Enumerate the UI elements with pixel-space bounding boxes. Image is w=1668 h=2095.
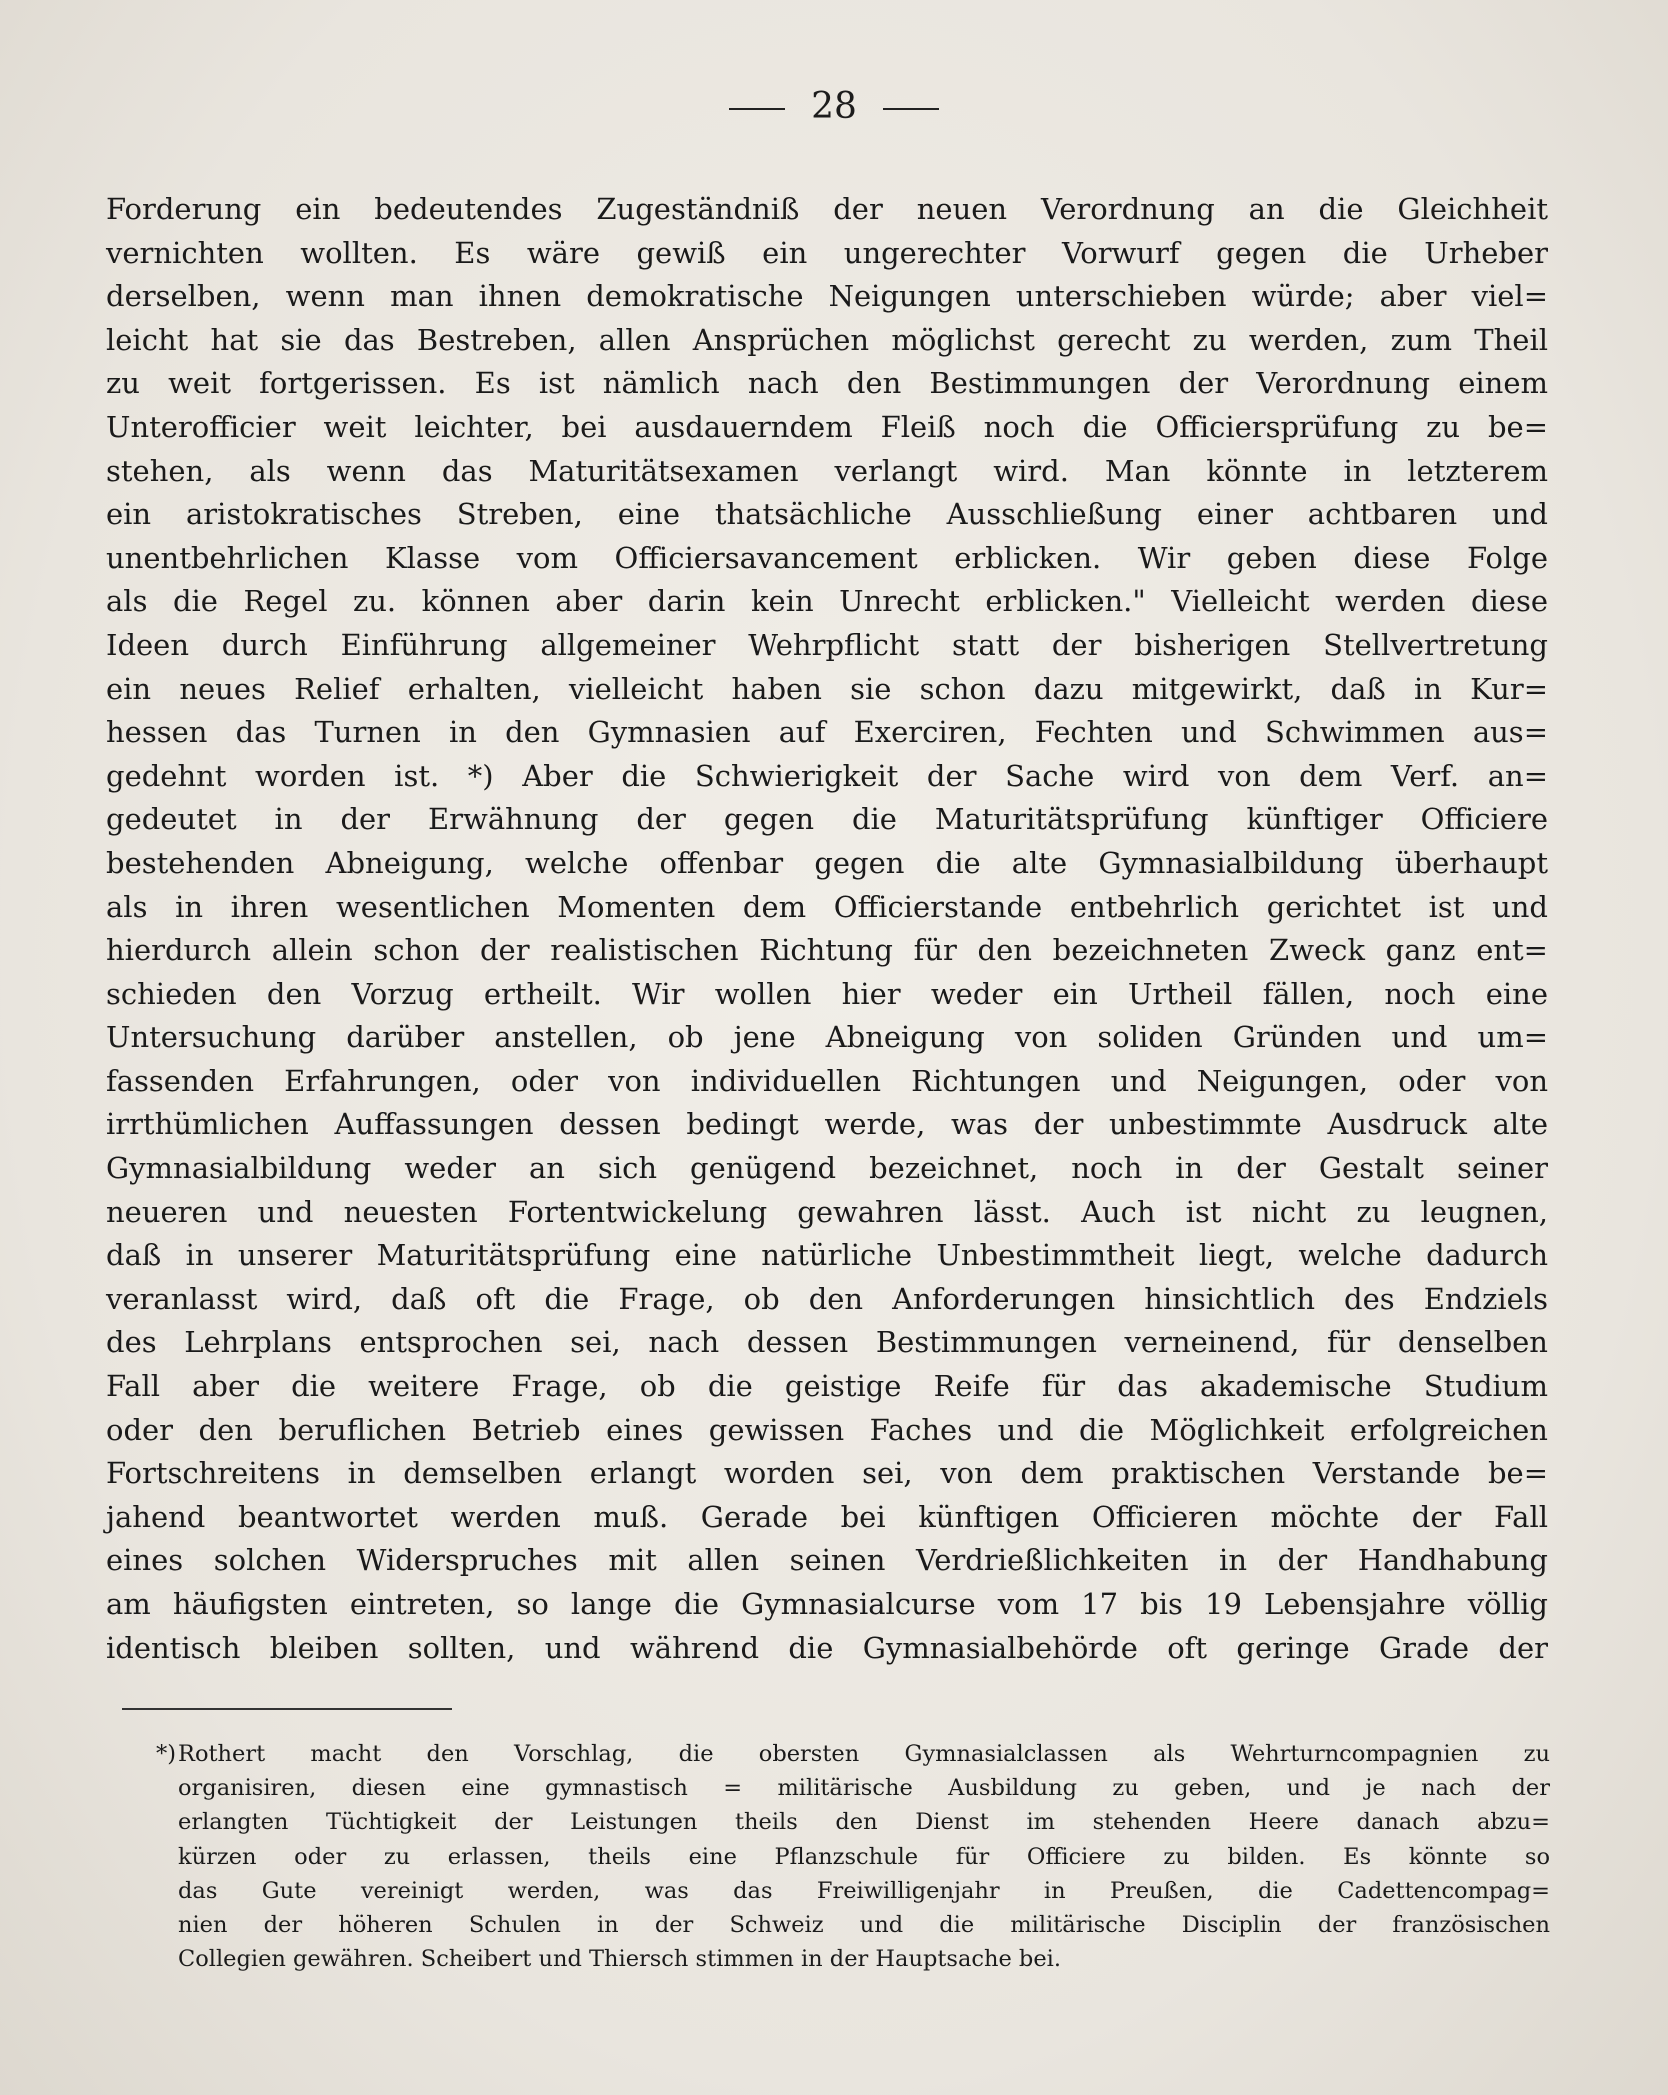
header-dash-left xyxy=(729,108,785,110)
page-header xyxy=(0,86,1668,127)
body-line: daß in unserer Maturitätsprüfung eine natürliche Unbestimmtheit liegt, welche dadurch xyxy=(106,1238,1548,1273)
body-line: neueren und neuesten Fortentwickelung gewahren lässt. Auch ist nicht zu leugnen, xyxy=(106,1194,1548,1229)
footnote-line: nien der höheren Schulen in der Schweiz und die militärische Disciplin der französischen xyxy=(178,1911,1550,1938)
body-line: jahend beantwortet werden muß. Gerade bei künftigen Officieren möchte der Fall xyxy=(106,1499,1548,1534)
body-line: bestehenden Abneigung, welche offenbar gegen die alte Gymnasialbildung überhaupt xyxy=(106,845,1548,880)
body-line: am häufigsten eintreten, so lange die Gymnasialcurse vom 17 bis 19 Lebensjahre völlig xyxy=(106,1587,1548,1621)
page-number: 28 xyxy=(811,86,857,127)
body-line: leicht hat sie das Bestreben, allen Ansprüchen möglichst gerecht zu werden, zum Theil xyxy=(106,322,1548,357)
body-line: hessen das Turnen in den Gymnasien auf Exerciren, Fechten und Schwimmen aus= xyxy=(106,715,1548,750)
body-line: Fall aber die weitere Frage, ob die geistige Reife für das akademische Studium xyxy=(106,1369,1548,1404)
body-line: oder den beruflichen Betrieb eines gewissen Faches und die Möglichkeit erfolgreichen xyxy=(106,1412,1548,1447)
body-line: als die Regel zu. können aber darin kein Unrecht erblicken." Vielleicht werden diese xyxy=(106,584,1548,619)
body-line: des Lehrplans entsprochen sei, nach dessen Bestimmungen verneinend, für denselben xyxy=(106,1325,1548,1360)
body-line: Fortschreitens in demselben erlangt worden sei, von dem praktischen Verstande be= xyxy=(106,1456,1548,1491)
body-line: als in ihren wesentlichen Momenten dem Officierstande entbehrlich gerichtet ist und xyxy=(106,889,1548,924)
body-line: derselben, wenn man ihnen demokratische Neigungen unterschieben würde; aber viel= xyxy=(106,279,1548,314)
body-line: fassenden Erfahrungen, oder von individuellen Richtungen und Neigungen, oder von xyxy=(106,1063,1548,1098)
body-line: zu weit fortgerissen. Es ist nämlich nach den Bestimmungen der Verordnung einem xyxy=(106,366,1548,401)
body-line: hierdurch allein schon der realistischen Richtung für den bezeichneten Zweck ganz ent= xyxy=(106,933,1548,968)
footnote-line: organisiren, diesen eine gymnastisch = militärische Ausbildung zu geben, und je nach der xyxy=(178,1775,1550,1802)
body-line: irrthümlichen Auffassungen dessen bedingt werde, was der unbestimmte Ausdruck alte xyxy=(106,1107,1548,1142)
body-line: Unterofficier weit leichter, bei ausdauerndem Fleiß noch die Officiersprüfung zu be= xyxy=(106,409,1548,444)
footnote-line: kürzen oder zu erlassen, theils eine Pflanzschule für Officiere zu bilden. Es könnte so xyxy=(178,1843,1550,1870)
body-line: gedeutet in der Erwähnung der gegen die Maturitätsprüfung künftiger Officiere xyxy=(106,802,1548,837)
body-line: identisch bleiben sollten, und während die Gymnasialbehörde oft geringe Grade der xyxy=(106,1630,1548,1665)
body-line: Forderung ein bedeutendes Zugeständniß der neuen Verordnung an die Gleichheit xyxy=(106,192,1548,226)
footnote-marker: *) xyxy=(156,1741,177,1767)
body-line: ein aristokratisches Streben, eine thatsächliche Ausschließung einer achtbaren und xyxy=(106,497,1548,532)
footnote-line: Collegien gewähren. Scheibert und Thiersch stimmen in der Hauptsache bei. xyxy=(178,1946,1061,1973)
footnote-separator xyxy=(122,1708,452,1710)
body-line: schieden den Vorzug ertheilt. Wir wollen hier weder ein Urtheil fällen, noch eine xyxy=(106,976,1548,1011)
footnote xyxy=(178,1737,1550,1976)
body-line: Ideen durch Einführung allgemeiner Wehrpflicht statt der bisherigen Stellvertretung xyxy=(106,627,1548,662)
body-line: veranlasst wird, daß oft die Frage, ob den Anforderungen hinsichtlich des Endziels xyxy=(106,1281,1548,1316)
footnote-line: Rothert macht den Vorschlag, die obersten Gymnasialclassen als Wehrturncompagnien zu xyxy=(178,1741,1550,1767)
body-line: eines solchen Widerspruches mit allen seinen Verdrießlichkeiten in der Handhabung xyxy=(106,1543,1548,1578)
body-line: ein neues Relief erhalten, vielleicht haben sie schon dazu mitgewirkt, daß in Kur= xyxy=(106,671,1548,706)
footnote-line: erlangten Tüchtigkeit der Leistungen theils den Dienst im stehenden Heere danach abzu= xyxy=(178,1809,1550,1836)
body-line: Untersuchung darüber anstellen, ob jene Abneigung von soliden Gründen und um= xyxy=(106,1020,1548,1055)
body-line: vernichten wollten. Es wäre gewiß ein ungerechter Vorwurf gegen die Urheber xyxy=(106,235,1548,270)
body-line: unentbehrlichen Klasse vom Officiersavancement erblicken. Wir geben diese Folge xyxy=(106,540,1548,575)
header-dash-right xyxy=(883,108,939,110)
body-line: stehen, als wenn das Maturitätsexamen verlangt wird. Man könnte in letzterem xyxy=(106,453,1548,488)
body-line: gedehnt worden ist. *) Aber die Schwierigkeit der Sache wird von dem Verf. an= xyxy=(106,758,1548,793)
body-text xyxy=(106,188,1548,1670)
body-line: Gymnasialbildung weder an sich genügend bezeichnet, noch in der Gestalt seiner xyxy=(106,1151,1548,1186)
footnote-line: das Gute vereinigt werden, was das Freiwilligenjahr in Preußen, die Cadettencompag= xyxy=(178,1877,1550,1904)
